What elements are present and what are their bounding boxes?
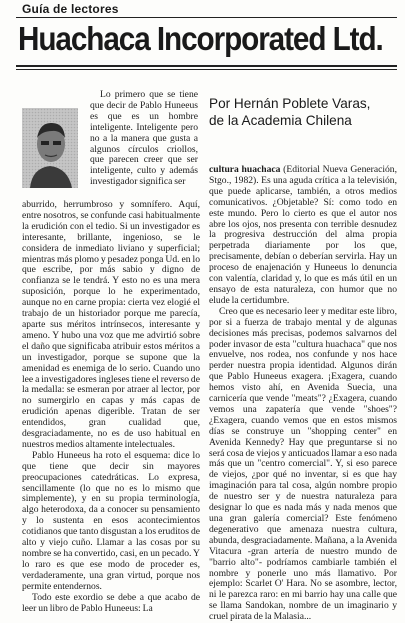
portrait-image (22, 108, 78, 188)
article-left-column (22, 200, 200, 614)
left-paragraph-2: Pablo Huneeus ha roto el esquema: dice lo que tiene que decir sin mayores preocupaciones catedráticas. Lo expresa, sencillamente (lo que no es lo mismo que simplemente), y en su propia terminología, algo heterodoxa, da a conocer su pensamiento y lo sustenta en esos acontecimientos cotidianos que tanto disgustan a los eruditos de alto y viejo cuño. Llamar a las cosas por su nombre se ha convertido, casi, en un pecado. Y lo raro es que ese modo de proceder es, verdaderamente, una gran virtud, porque nos permite entendernos. (22, 449, 200, 592)
book-title: cultura huachaca (209, 164, 281, 175)
headline: Huachaca Incorporated Ltd. (18, 20, 383, 57)
article-right-column (209, 165, 397, 623)
top-rule (16, 17, 397, 18)
right-paragraph-1-text: (Editorial Nueva Generación, Stgo., 1982). Es una aguda crítica a la televisión, que puede aplicarse, también, a otros medios comunicativos. ¿Objetable? Sí: como todo en este mundo. Pero lo cierto es que el autor nos abre los ojos, nos presenta con terrible desnudez la progresiva destrucción del alma propia perpetrada diariamente por los que, precisamente, debían o deberían servirla. Hay un proceso de enajenación y Huneeus lo denuncia con valentía, claridad y, lo que es más útil en un ensayo de esta naturaleza, con humor que no elude la certidumbre. (209, 164, 397, 306)
left-paragraph-3: Todo este exordio se debe a que acabo de leer un libro de Pablo Huneeus: La (22, 591, 200, 614)
article-intro (90, 90, 198, 188)
intro-paragraph: Lo primero que se tiene que decir de Pablo Huneeus es que es un hombre inteligente. Inteligente pero no a la manera que gusta a algunos círculos criollos, que parecen creer que ser inteligente, culto y además investigador significa ser (90, 89, 198, 188)
headline-thin-rule (16, 69, 397, 70)
author-photo (22, 108, 78, 188)
left-paragraph-1: aburrido, herrumbroso y somnífero. Aquí, entre nosotros, se confunde casi habitualmente la erudición con el tedio. Si un investigador es interesante, brillante, ingenioso, se le considera de inmediato liviano y superficial; mientras más plomo y pesadez ponga Ud. en lo que escribe, por más sabio y digno de confianza se le tendrá. Y esto no es una mera suposición, porque lo he experimentado, aunque no en carne propia: cierta vez elogié el trabajo de un historiador porque me parecía, aparte sus méritos intrínsecos, interesante y ameno. Y hubo una voz que me advirtió sobre el daño que significaba atribuir estos méritos a un investigador, porque se supone que la amenidad es enemiga de lo serio. Cuando uno lee a investigadores ingleses tiene el reverso de la medalla: se esmeran por atraer al lector, por no sumergirlo en capas y más capas de erudición apenas digerible. Tratan de ser entendidos, gran cualidad que, desgraciadamente, no es de uso habitual en nuestros medios altamente intelectuales. (22, 199, 200, 450)
right-paragraph-1 (209, 165, 397, 307)
section-label: Guía de lectores (22, 2, 119, 16)
right-paragraph-2: Creo que es necesario leer y meditar este libro, por si a fuerza de trabajo mental y de algunas decisiones más precisas, podemos salvarnos del poder invasor de esta "cultura huachaca" que nos envuelve, nos rodea, nos confunde y nos hace perder nuestra propia identidad. Algunos dirán que Pablo Huneeus exagera. ¡Exagera, cuando hemos visto ahí, en Avenida Suecia, una carnicería que vende "meats"? ¿Exagera, cuando vemos una zapatería que vende "shoes"? ¿Exagera, cuando vemos que en estos mismos días se construye un "shopping center" en Avenida Kennedy? Hay que preguntarse si no será cosa de viejos y anticuados llamar a eso nada más que un "centro comercial". Y, si eso parece de viejos, ¿por qué no inventar, si es que hay imaginación para tal cosa, algún nombre propio de nuestro ser y de nuestra naturaleza para designar lo que es nada más y nada menos que una gran galería comercial? Este fenómeno degenerativo que amenaza nuestra cultura, abunda, desgraciadamente. Mañana, a la Avenida Vitacura -gran artería de nuestro mundo de "barrio alto"- podríamos cambiarle también el nombre y ponerle uno más llamativo. Por ejemplo: Scarlet O' Hara. No se asombre, lector, ni le parezca raro: en mi barrio hay una calle que se llama Sandokan, nombre de un imaginario y cruel pirata de la Malasia... (209, 305, 397, 623)
byline (209, 95, 399, 129)
headline-rule (16, 65, 397, 67)
byline-author: Por Hernán Poblete Varas, (209, 96, 371, 111)
byline-affiliation: de la Academia Chilena (209, 113, 352, 128)
